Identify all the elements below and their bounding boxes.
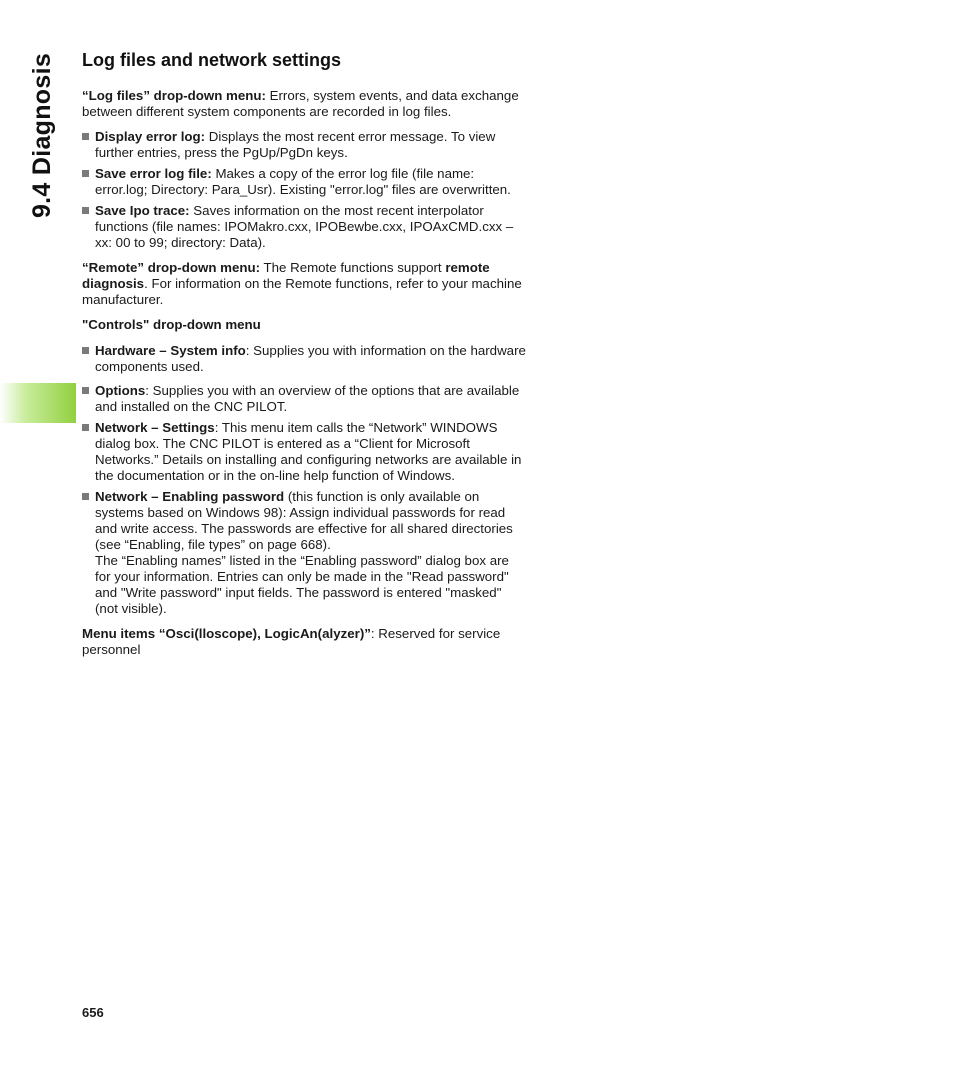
item-term: Save Ipo trace: bbox=[95, 203, 190, 218]
item-description: Makes a copy of the error log file (file name: error.log; Directory: Para_Usr). Existing "error.log" files are overwritten. bbox=[95, 166, 511, 197]
controls-heading-text: "Controls" drop-down menu bbox=[82, 317, 261, 332]
menu-items-lead: Menu items “Osci(lloscope), LogicAn(alyzer)” bbox=[82, 626, 371, 641]
item-term: Hardware – System info bbox=[95, 343, 246, 358]
item-term: Network – Settings bbox=[95, 420, 215, 435]
page-number: 656 bbox=[82, 1005, 104, 1020]
list-item bbox=[82, 343, 526, 375]
list-item bbox=[82, 383, 526, 415]
item-description: Saves information on the most recent interpolator functions (file names: IPOMakro.cxx, IPOBewbe.cxx, IPOAxCMD.cxx – xx: 00 to 99; directory: Data). bbox=[95, 203, 514, 250]
controls-list bbox=[82, 343, 526, 617]
section-title bbox=[23, 50, 63, 220]
item-term: Network – Enabling password bbox=[95, 489, 285, 504]
remote-paragraph bbox=[82, 260, 526, 308]
main-content bbox=[82, 48, 526, 667]
list-item bbox=[82, 420, 526, 484]
remote-lead: “Remote” drop-down menu: bbox=[82, 260, 261, 275]
section-tab-marker bbox=[0, 383, 76, 423]
remote-bold: remote diagnosis bbox=[82, 260, 490, 291]
item-description: : Supplies you with information on the hardware components used. bbox=[95, 343, 526, 374]
remote-text-2: . For information on the Remote functions, refer to your machine manufacturer. bbox=[82, 276, 522, 307]
square-bullet-icon bbox=[82, 387, 89, 394]
log-files-lead: “Log files” drop-down menu: bbox=[82, 88, 266, 103]
square-bullet-icon bbox=[82, 493, 89, 500]
item-description: : Supplies you with an overview of the options that are available and installed on the CNC PILOT. bbox=[95, 383, 520, 414]
item-description: Displays the most recent error message. To view further entries, press the PgUp/PgDn keys. bbox=[95, 129, 496, 160]
list-item bbox=[82, 203, 526, 251]
item-extra-description: The “Enabling names” listed in the “Enabling password” dialog box are for your information. Entries can only be made in the "Read password" and "Write password" input fields. The password is entered "masked" (not visible). bbox=[95, 553, 509, 616]
square-bullet-icon bbox=[82, 133, 89, 140]
square-bullet-icon bbox=[82, 170, 89, 177]
section-title-text: 9.4 Diagnosis bbox=[28, 52, 57, 218]
square-bullet-icon bbox=[82, 347, 89, 354]
square-bullet-icon bbox=[82, 207, 89, 214]
controls-heading bbox=[82, 317, 526, 333]
list-item bbox=[82, 166, 526, 198]
log-files-list bbox=[82, 129, 526, 251]
item-description: : This menu item calls the “Network” WINDOWS dialog box. The CNC PILOT is entered as a “Client for Microsoft Networks.” Details on installing and configuring networks are available in the documentation or in the on-line help function of Windows. bbox=[95, 420, 522, 483]
menu-items-paragraph bbox=[82, 626, 526, 658]
item-term: Save error log file: bbox=[95, 166, 212, 181]
square-bullet-icon bbox=[82, 424, 89, 431]
remote-text-1: The Remote functions support bbox=[260, 260, 446, 275]
list-item bbox=[82, 129, 526, 161]
log-files-text: Errors, system events, and data exchange between different system components are recorded in log files. bbox=[82, 88, 519, 119]
list-item bbox=[82, 489, 526, 617]
item-term: Display error log: bbox=[95, 129, 206, 144]
page-heading: Log files and network settings bbox=[82, 50, 342, 70]
item-term: Options bbox=[95, 383, 146, 398]
log-files-paragraph bbox=[82, 88, 526, 120]
item-description: (this function is only available on systems based on Windows 98): Assign individual passwords for read and write access. The passwords are effective for all shared directories (see “Enabling, file types” on page 668). bbox=[95, 489, 513, 552]
menu-items-text: : Reserved for service personnel bbox=[82, 626, 501, 657]
